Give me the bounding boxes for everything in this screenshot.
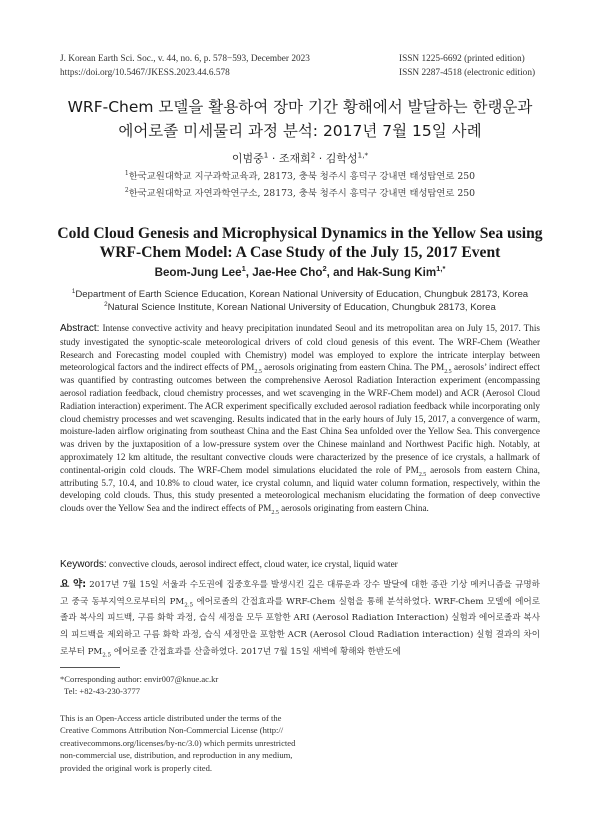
english-authors: Beom-Jung Lee$^1$, Jae-Hee Cho$^2$, and Hak-Sung Kim$^{1,*}$ bbox=[154, 264, 446, 279]
journal-citation: J. Korean Earth Sci. Soc., v. 44, no. 6, p. 578−593, December 2023 bbox=[60, 54, 310, 64]
issn-header bbox=[399, 53, 535, 80]
affiliation-en-1: $^1$Department of Earth Science Education, Korean National University of Education, Chungbuk 28173, Korea bbox=[71, 287, 529, 300]
affiliation-ko-2: $^2$한국교원대학교 자연과학연구소, 28173, 충북 청주시 흥덕구 강내면 태성탑연로 250 bbox=[124, 186, 476, 199]
affiliation-en-2: $^2$Natural Science Institute, Korean National University of Education, Chungbuk 28173, Korea bbox=[104, 300, 496, 313]
korean-summary-label: 요 약: bbox=[60, 579, 87, 590]
keywords bbox=[60, 558, 540, 572]
author-en-1-affil: 1 bbox=[241, 264, 246, 274]
author-en-1: Beom-Jung Lee bbox=[154, 266, 242, 279]
corresponding-phone: Tel: +82-43-230-3777 bbox=[64, 686, 141, 696]
author-ko-2-affil: 2 bbox=[310, 150, 316, 160]
corresponding-mark: * bbox=[442, 264, 446, 274]
corresponding-mark: * bbox=[364, 150, 369, 160]
author-ko-1: 이범중 bbox=[231, 152, 264, 165]
author-separator: · bbox=[315, 152, 326, 165]
affiliation-ko-1: $^1$한국교원대학교 지구과학교육과, 28173, 충북 청주시 흥덕구 강내면 태성탑연로 250 bbox=[124, 169, 476, 182]
footnote-divider bbox=[60, 667, 120, 668]
issn-online: ISSN 2287-4518 (electronic edition) bbox=[399, 67, 536, 78]
author-en-2: Jae-Hee Cho bbox=[252, 266, 323, 279]
english-affiliations bbox=[0, 288, 600, 314]
korean-title bbox=[0, 95, 600, 143]
doi-link[interactable]: https://doi.org/10.5467/JKESS.2023.44.6.578 bbox=[60, 67, 230, 78]
author-en-2-affil: 2 bbox=[322, 264, 327, 274]
english-title bbox=[30, 224, 570, 262]
korean-authors bbox=[0, 150, 600, 166]
keywords-label: Keywords: bbox=[60, 559, 107, 570]
license-notice: This is an Open-Access article distributed under the terms of the Creative Commons Attribution Non-Commercial License (http:// creativecommons.org/licenses/by-nc/3.0) which permits unrestricted non-commercial use, distribution, and reproduction in any medium, provided the original work is properly cited. bbox=[60, 713, 296, 773]
author-en-3: Hak-Sung Kim bbox=[356, 266, 437, 279]
abstract: Abstract: Intense convective activity and heavy precipitation inundated Seoul and its metropolitan area on July 15, 2017. This study investigated the synoptic-scale meteorological drivers of cold cloud genesis of this event. The WRF-Chem (Weather Research and Forecasting model coupled with Chemistry) model was employed to explore the intricate interplay between meteorological factors and the indirect effects of $PM_{2.5}$ aerosols originating from eastern China. The $PM_{2.5}$ aerosols’ indirect effect was quantified by contrasting outcomes between the comprehensive Aerosol Radiation Interaction experiment (encompassing aerosol radiation feedback, cloud chemistry processes, and wet scavenging in the WRF-Chem model) and ACR (Aerosol Cloud Radiation interaction) experiment. The ACR experiment specifically excluded aerosol radiation feedback while incorporating only cloud chemistry processes and wet scavenging. Results indicated that in the early hours of July 15, 2017, a convergence of warm, moisture-laden airflow originating from southeast China and the East China Sea unfolded over the Yellow Sea. This convergence was driven by the juxtaposition of a low-pressure system over the Chinese mainland and Northwest Pacific high. Notably, at approximately 12 km altitude, the resultant convective clouds were characterized by the presence of ice crystals, a hallmark of continental-origin cold clouds. The WRF-Chem model simulations elucidated the role of $PM_{2.5}$ aerosols from eastern China, attributing 5.7, 10.4, and 10.8% to cloud water, ice crystal column, and liquid water column formation, respectively, within the developing cold clouds. Thus, this study presented a meteorological mechanism elucidating the formation of deep convective clouds over the Yellow Sea and the indirect effects of $PM_{2.5}$ aerosols originating from eastern China. bbox=[60, 323, 540, 516]
english-title-line-2: WRF-Chem Model: A Case Study of the July 15, 2017 Event bbox=[99, 244, 501, 261]
abstract-label: Abstract: bbox=[60, 323, 100, 334]
korean-title-line-2: 에어로졸 미세물리 과정 분석: 2017년 7월 15일 사례 bbox=[118, 122, 482, 140]
author-ko-1-affil: 1 bbox=[263, 150, 269, 160]
korean-title-line-1: WRF-Chem 모델을 활용하여 장마 기간 황해에서 발달하는 한랭운과 bbox=[67, 98, 533, 116]
corresponding-author-footnote bbox=[60, 673, 218, 697]
corresponding-email: *Corresponding author: envir007@knue.ac.kr bbox=[60, 674, 219, 684]
author-separator: · bbox=[268, 152, 279, 165]
author-ko-3: 김학성 bbox=[325, 152, 358, 165]
issn-print: ISSN 1225-6692 (printed edition) bbox=[399, 54, 525, 64]
journal-header bbox=[60, 53, 310, 80]
korean-summary: 요 약: 2017년 7월 15일 서울과 수도권에 집중호우를 발생시킨 깊은 대류운과 강수 발달에 대한 종관 기상 메커니즘을 규명하고 중국 동부지역으로부터의 $PM_{2.5}$ 에어로졸의 간접효과를 WRF-Chem 실험을 통해 분석하였다. WRF-Chem 모델에 에어로졸과 복사의 피드백, 구름 화학 과정, 습식 세정을 모두 포함한 ARI (Aerosol Radiation Interaction) 실험과 에어로졸과 복사의 피드백을 제외하고 구름 화학 과정, 습식 세정만을 포함한 ACR (Aerosol Cloud Radiation interaction) 실험 결과의 차이로부터 $PM_{2.5}$ 에어로졸 간접효과를 산출하였다. 2017년 7월 15일 새벽에 황해와 한반도에 bbox=[60, 579, 540, 659]
korean-affiliations bbox=[0, 168, 600, 202]
author-ko-3-affil: 1,* bbox=[357, 150, 369, 160]
author-ko-2: 조재희 bbox=[278, 152, 311, 165]
english-title-line-1: Cold Cloud Genesis and Microphysical Dynamics in the Yellow Sea using bbox=[57, 225, 543, 242]
keywords-list: convective clouds, aerosol indirect effect, cloud water, ice crystal, liquid water bbox=[106, 559, 398, 569]
author-en-3-affil: 1,* bbox=[436, 264, 446, 274]
